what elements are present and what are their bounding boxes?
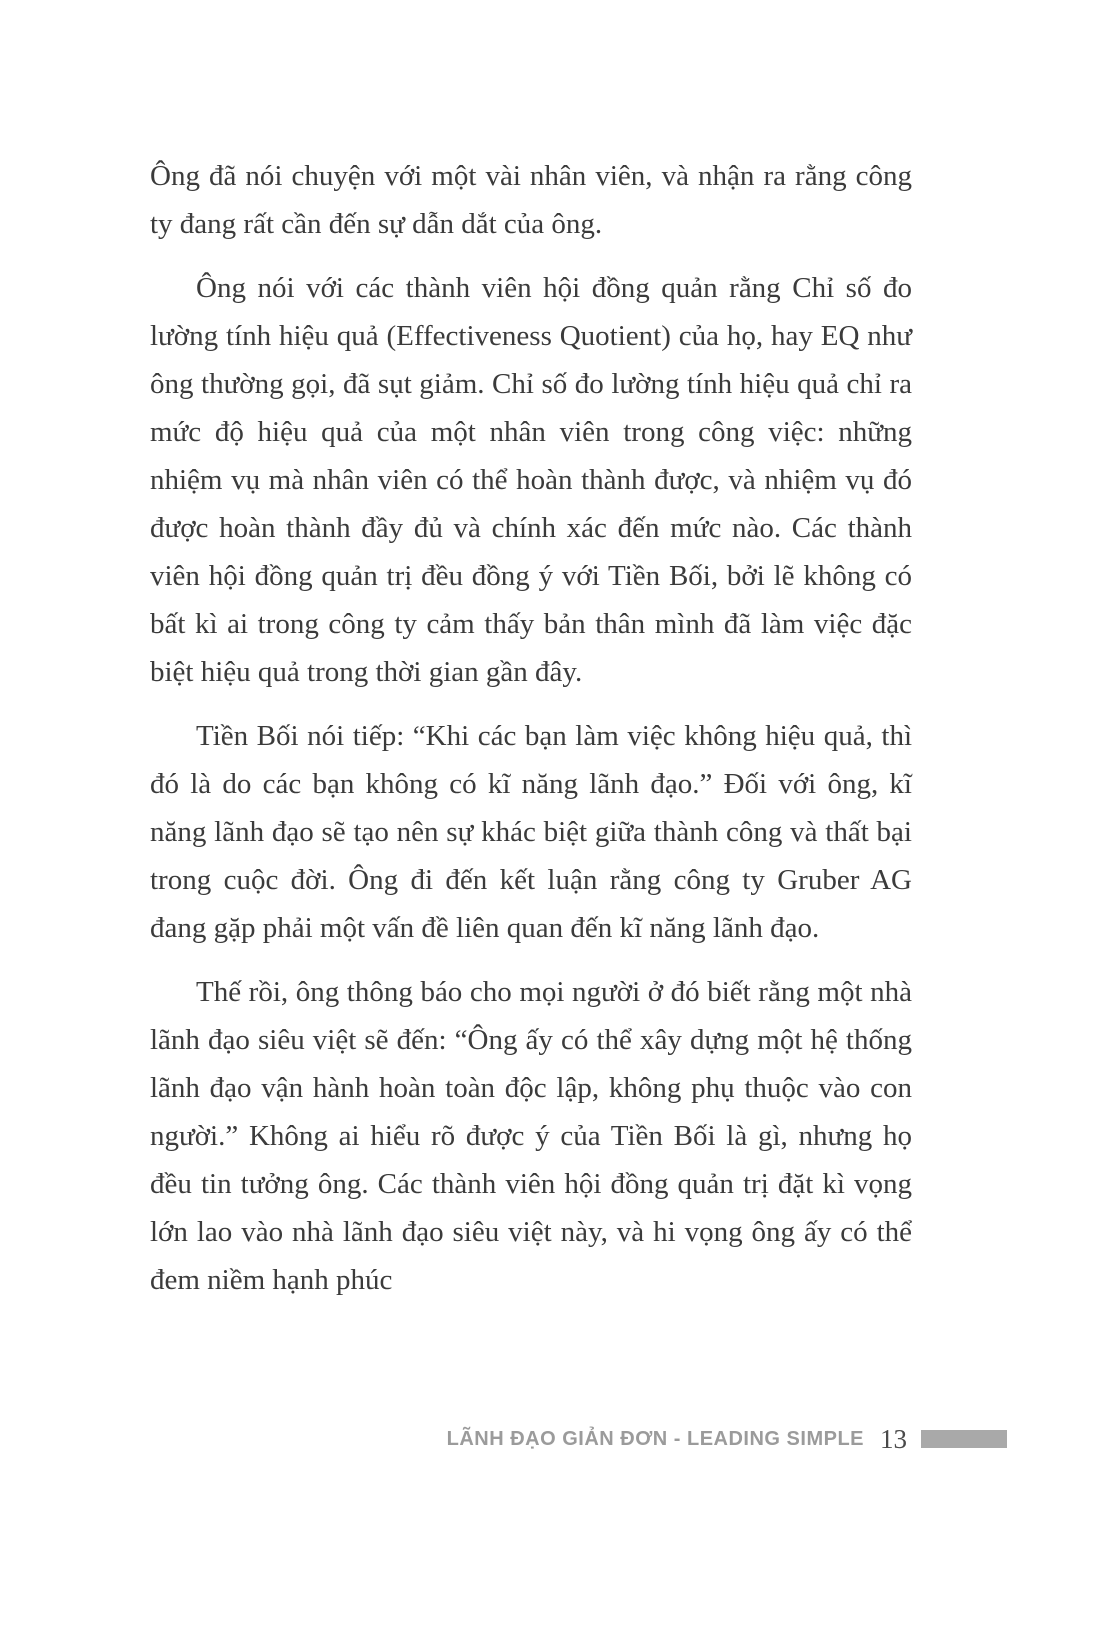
page-footer (0, 1424, 1095, 1454)
paragraph: Thế rồi, ông thông báo cho mọi người ở đó biết rằng một nhà lãnh đạo siêu việt sẽ đến: “Ông ấy có thể xây dựng một hệ thống lãnh đạo vận hành hoàn toàn độc lập, không phụ thuộc vào con người.” Không ai hiểu rõ được ý của Tiền Bối là gì, nhưng họ đều tin tưởng ông. Các thành viên hội đồng quản trị đặt kì vọng lớn lao vào nhà lãnh đạo siêu việt này, và hi vọng ông ấy có thể đem niềm hạnh phúc (150, 976, 912, 1296)
paragraph: Tiền Bối nói tiếp: “Khi các bạn làm việc không hiệu quả, thì đó là do các bạn không có kĩ năng lãnh đạo.” Đối với ông, kĩ năng lãnh đạo sẽ tạo nên sự khác biệt giữa thành công và thất bại trong cuộc đời. Ông đi đến kết luận rằng công ty Gruber AG đang gặp phải một vấn đề liên quan đến kĩ năng lãnh đạo. (150, 720, 912, 944)
page-body-text (150, 152, 912, 1320)
footer-page-number: 13 (880, 1423, 907, 1454)
paragraph: Ông nói với các thành viên hội đồng quản rằng Chỉ số đo lường tính hiệu quả (Effectiveness Quotient) của họ, hay EQ như ông thường gọi, đã sụt giảm. Chỉ số đo lường tính hiệu quả chỉ ra mức độ hiệu quả của một nhân viên trong công việc: những nhiệm vụ mà nhân viên có thể hoàn thành được, và nhiệm vụ đó được hoàn thành đầy đủ và chính xác đến mức nào. Các thành viên hội đồng quản trị đều đồng ý với Tiền Bối, bởi lẽ không có bất kì ai trong công ty cảm thấy bản thân mình đã làm việc đặc biệt hiệu quả trong thời gian gần đây. (150, 272, 912, 688)
footer-book-title: LÃNH ĐẠO GIẢN ĐƠN - LEADING SIMPLE (446, 1427, 864, 1450)
footer-decorative-bar (921, 1430, 1007, 1448)
paragraph: Ông đã nói chuyện với một vài nhân viên, và nhận ra rằng công ty đang rất cần đến sự dẫn dắt của ông. (150, 160, 912, 240)
